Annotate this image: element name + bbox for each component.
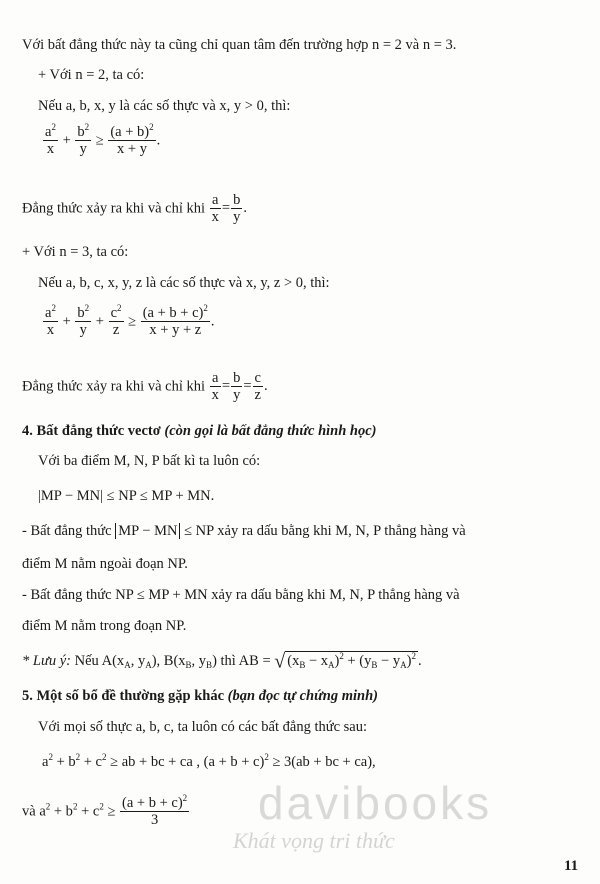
- case-n3-label: + Với n = 3, ta có:: [22, 244, 129, 260]
- formula-n2: $\frac{a^2}{x}$ + $\frac{b^2}{y}$ ≥ $\frac{(a + b)^2}{x + y}$ .: [45, 122, 161, 157]
- bullet-1: - Bất đẳng thức MP − MN ≤ NP xảy ra dấu bằng khi M, N, P thẳng hàng và: [22, 523, 466, 539]
- section-4-title: 4. Bất đẳng thức vectơ: [22, 423, 161, 439]
- formula-n3: $\frac{a^2}{x}$ + $\frac{b^2}{y}$ + $\frac{c^2}{z}$ ≥ $\frac{(a + b + c)^2}{x + y + z}$ .: [45, 303, 215, 338]
- bullet-1-prefix: - Bất đẳng thức: [22, 523, 112, 539]
- section-4-subtitle: (còn gọi là bất đẳng thức hình học): [164, 423, 377, 439]
- equality-n2: Đẳng thức xảy ra khi và chỉ khi $\frac{a}{x}$ = $\frac{b}{y}$ .: [22, 192, 247, 225]
- section-4-intro: Với ba điểm M, N, P bất kì ta luôn có:: [38, 453, 261, 469]
- section-5-heading: [22, 687, 378, 705]
- section-5-title: 5. Một số bổ đề thường gặp khác: [22, 688, 225, 704]
- section-5-subtitle: (bạn đọc tự chứng minh): [227, 688, 378, 704]
- equality-n3: Đẳng thức xảy ra khi và chỉ khi $\frac{a}{x}$ = $\frac{b}{y}$ = $\frac{c}{z}$ .: [22, 370, 268, 403]
- note-then: thì: [220, 653, 236, 669]
- watermark-slogan: Khát vọng tri thức: [233, 828, 395, 853]
- watermark-logo: davibooks: [258, 777, 493, 829]
- equality-n2-text: Đẳng thức xảy ra khi và chỉ khi: [22, 200, 206, 217]
- lemma-2-prefix: và: [22, 803, 36, 820]
- note-line: * Lưu ý: Nếu $A(x_A$, $y_A$), $B(x_B$, $y_B$) thì AB = √ $(x_B - x_A)^2 + (y_B - y_A)^2$ .: [22, 651, 422, 673]
- note-label: * Lưu ý:: [22, 653, 71, 669]
- lemma-1: $a^2 + b^2 + c^2$ ≥ ab + bc + ca , $(a + b + c)^2 \ge 3(ab$ + bc + ca),: [42, 752, 376, 770]
- case-n2-intro: Nếu a, b, x, y là các số thực và x, y > 0, thì:: [38, 98, 291, 114]
- case-n3-intro: Nếu a, b, c, x, y, z là các số thực và x, y, z > 0, thì:: [38, 275, 330, 291]
- page-number: 11: [564, 858, 579, 874]
- lemma-2: và $a^2 + b^2 + c^2$ ≥ $\frac{(a + b + c)^2}{3}$: [22, 793, 188, 828]
- bullet-2: - Bất đẳng thức NP ≤ MP + MN xảy ra dấu bằng khi M, N, P thẳng hàng và: [22, 587, 460, 603]
- section-4-heading: [22, 422, 377, 440]
- bullet-2-cont: điểm M nằm trong đoạn NP.: [22, 618, 187, 634]
- triangle-inequality: |MP − MN| ≤ NP ≤ MP + MN.: [38, 488, 215, 504]
- note-if: Nếu: [74, 653, 99, 669]
- section-5-intro: Với mọi số thực a, b, c, ta luôn có các bất đẳng thức sau:: [38, 719, 368, 735]
- equality-n3-text: Đẳng thức xảy ra khi và chỉ khi: [22, 378, 206, 395]
- bullet-1-cont: điểm M nằm ngoài đoạn NP.: [22, 556, 188, 572]
- bullet-1-suffix: xảy ra dấu bằng khi M, N, P thẳng hàng và: [217, 523, 466, 539]
- intro-line: Với bất đẳng thức này ta cũng chỉ quan tâm đến trường hợp n = 2 và n = 3.: [22, 37, 457, 53]
- case-n2-label: + Với n = 2, ta có:: [38, 67, 145, 83]
